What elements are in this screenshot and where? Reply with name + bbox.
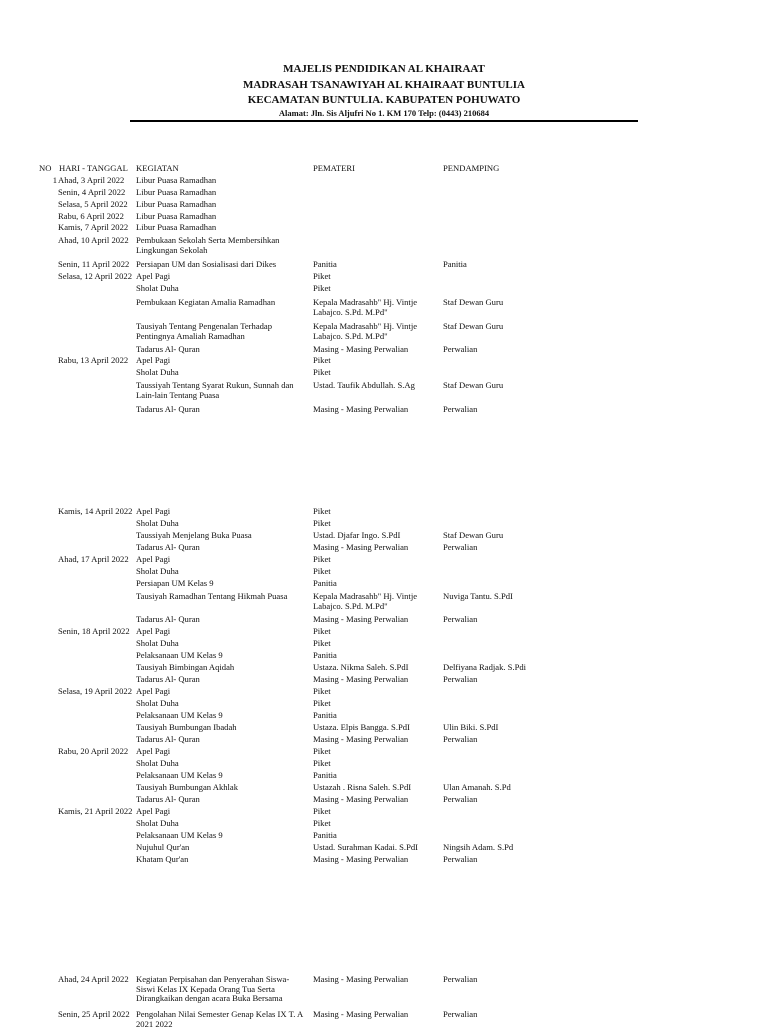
row-companion: Perwalian xyxy=(443,1009,478,1019)
row-activity: Sholat Duha xyxy=(136,698,179,708)
row-speaker: Panitia xyxy=(313,710,337,720)
row-day: Rabu, 13 April 2022 xyxy=(58,355,129,365)
row-companion: Perwalian xyxy=(443,674,478,684)
row-day: Rabu, 20 April 2022 xyxy=(58,746,129,756)
row-day: Senin, 18 April 2022 xyxy=(58,626,130,636)
row-number: 1 xyxy=(52,175,57,185)
row-activity: Sholat Duha xyxy=(136,518,179,528)
row-speaker: Piket xyxy=(313,626,331,636)
row-activity: Sholat Duha xyxy=(136,758,179,768)
school-location: KECAMATAN BUNTULIA. KABUPATEN POHUWATO xyxy=(247,94,521,106)
row-speaker: Piket xyxy=(313,554,331,564)
row-activity: Apel Pagi xyxy=(136,554,171,564)
row-day: Selasa, 12 April 2022 xyxy=(58,271,132,281)
row-day: Selasa, 19 April 2022 xyxy=(58,686,132,696)
row-activity: Taussiyah Tentang Syarat Rukun, Sunnah dan Lain-lain Tentang Puasa xyxy=(136,380,294,400)
row-speaker: Panitia xyxy=(313,259,337,269)
row-activity: Tadarus Al- Quran xyxy=(136,734,200,744)
row-speaker: Ustad. Taufik Abdullah. S.Ag xyxy=(313,380,415,390)
row-speaker: Piket xyxy=(313,367,331,377)
row-companion: Perwalian xyxy=(443,344,478,354)
row-activity: Apel Pagi xyxy=(136,271,171,281)
row-speaker: Piket xyxy=(313,818,331,828)
row-activity: Tausiyah Tentang Pengenalan Terhadap Pentingnya Amaliah Ramadhan xyxy=(136,321,273,341)
row-activity: Pembukaan Kegiatan Amalia Ramadhan xyxy=(136,297,276,307)
row-activity: Pengolahan Nilai Semester Genap Kelas IX T. A 2021 2022 xyxy=(136,1009,303,1029)
row-activity: Sholat Duha xyxy=(136,638,179,648)
row-companion: Ningsih Adam. S.Pd xyxy=(443,842,514,852)
row-activity: Apel Pagi xyxy=(136,806,171,816)
row-day: Rabu, 6 April 2022 xyxy=(58,211,124,221)
row-speaker: Ustaza. Elpis Bangga. S.PdI xyxy=(313,722,410,732)
row-companion: Delfiyana Radjak. S.Pdi xyxy=(443,662,527,672)
row-activity: Libur Puasa Ramadhan xyxy=(136,211,217,221)
row-day: Ahad, 24 April 2022 xyxy=(58,974,129,984)
row-day: Ahad, 10 April 2022 xyxy=(58,235,129,245)
row-speaker: Ustazah . Risna Saleh. S.PdI xyxy=(313,782,412,792)
header-speaker: PEMATERI xyxy=(313,163,356,173)
row-activity: Pelaksanaan UM Kelas 9 xyxy=(136,770,223,780)
row-companion: Perwalian xyxy=(443,404,478,414)
row-speaker: Masing - Masing Perwalian xyxy=(313,344,409,354)
row-day: Ahad, 17 April 2022 xyxy=(58,554,129,564)
row-activity: Apel Pagi xyxy=(136,506,171,516)
row-speaker: Piket xyxy=(313,518,331,528)
row-activity: Tadarus Al- Quran xyxy=(136,404,200,414)
row-speaker: Panitia xyxy=(313,578,337,588)
row-activity: Kegiatan Perpisahan dan Penyerahan Siswa-Siswi Kelas IX Kepada Orang Tua Serta Dirangkaikan dengan acara Buka Bersama xyxy=(136,974,290,1003)
row-activity: Tadarus Al- Quran xyxy=(136,542,200,552)
header-companion: PENDAMPING xyxy=(443,163,500,173)
row-activity: Apel Pagi xyxy=(136,626,171,636)
row-speaker: Piket xyxy=(313,271,331,281)
row-speaker: Masing - Masing Perwalian xyxy=(313,734,409,744)
row-day: Kamis, 21 April 2022 xyxy=(58,806,133,816)
row-speaker: Ustaza. Nikma Saleh. S.PdI xyxy=(313,662,409,672)
row-activity: Sholat Duha xyxy=(136,367,179,377)
row-speaker: Masing - Masing Perwalian xyxy=(313,794,409,804)
row-activity: Sholat Duha xyxy=(136,818,179,828)
row-day: Kamis, 14 April 2022 xyxy=(58,506,133,516)
row-speaker: Kepala Madrasahb" Hj. Vintje Labajco. S.Pd. M.Pd" xyxy=(313,591,418,611)
row-companion: Perwalian xyxy=(443,974,478,984)
row-activity: Nujuhul Qur'an xyxy=(136,842,190,852)
foundation-name: MAJELIS PENDIDIKAN AL KHAIRAAT xyxy=(283,63,485,75)
row-speaker: Masing - Masing Perwalian xyxy=(313,614,409,624)
row-activity: Libur Puasa Ramadhan xyxy=(136,187,217,197)
row-activity: Tausiyah Bumbungan Ibadah xyxy=(136,722,237,732)
row-speaker: Piket xyxy=(313,806,331,816)
header-day: HARI - TANGGAL xyxy=(59,163,128,173)
row-speaker: Masing - Masing Perwalian xyxy=(313,974,409,984)
row-speaker: Masing - Masing Perwalian xyxy=(313,854,409,864)
row-activity: Tadarus Al- Quran xyxy=(136,614,200,624)
row-speaker: Piket xyxy=(313,566,331,576)
row-activity: Pelaksanaan UM Kelas 9 xyxy=(136,830,223,840)
header-no: NO xyxy=(39,163,52,173)
row-speaker: Piket xyxy=(313,698,331,708)
row-day: Senin, 25 April 2022 xyxy=(58,1009,130,1019)
row-activity: Libur Puasa Ramadhan xyxy=(136,175,217,185)
row-speaker: Masing - Masing Perwalian xyxy=(313,404,409,414)
row-companion: Staf Dewan Guru xyxy=(443,380,504,390)
row-speaker: Panitia xyxy=(313,770,337,780)
school-address: Alamat: Jln. Sis Aljufri No 1. KM 170 Telp: (0443) 210684 xyxy=(278,108,490,118)
row-activity: Tausiyah Ramadhan Tentang Hikmah Puasa xyxy=(136,591,288,601)
row-speaker: Masing - Masing Perwalian xyxy=(313,1009,409,1019)
row-activity: Apel Pagi xyxy=(136,355,171,365)
row-activity: Persiapan UM Kelas 9 xyxy=(136,578,214,588)
row-day: Kamis, 7 April 2022 xyxy=(58,222,129,232)
row-speaker: Kepala Madrasahb" Hj. Vintje Labajco. S.Pd. M.Pd" xyxy=(313,321,418,341)
row-day: Senin, 4 April 2022 xyxy=(58,187,126,197)
row-activity: Tausiyah Bumbungan Akhlak xyxy=(136,782,239,792)
row-day: Selasa, 5 April 2022 xyxy=(58,199,128,209)
row-speaker: Piket xyxy=(313,283,331,293)
row-activity: Pelaksanaan UM Kelas 9 xyxy=(136,710,223,720)
row-activity: Tausiyah Bimbingan Aqidah xyxy=(136,662,235,672)
row-companion: Perwalian xyxy=(443,542,478,552)
row-activity: Khatam Qur'an xyxy=(136,854,189,864)
row-activity: Libur Puasa Ramadhan xyxy=(136,222,217,232)
letterhead-divider xyxy=(130,120,638,122)
row-companion: Staf Dewan Guru xyxy=(443,297,504,307)
row-activity: Taussiyah Menjelang Buka Puasa xyxy=(136,530,252,540)
row-activity: Tadarus Al- Quran xyxy=(136,344,200,354)
row-speaker: Piket xyxy=(313,638,331,648)
row-companion: Ulin Biki. S.PdI xyxy=(443,722,499,732)
row-activity: Pembukaan Sekolah Serta Membersihkan Lingkungan Sekolah xyxy=(136,235,280,255)
row-speaker: Masing - Masing Perwalian xyxy=(313,542,409,552)
row-activity: Pelaksanaan UM Kelas 9 xyxy=(136,650,223,660)
row-speaker: Piket xyxy=(313,746,331,756)
row-companion: Staf Dewan Guru xyxy=(443,530,504,540)
row-speaker: Panitia xyxy=(313,650,337,660)
row-speaker: Kepala Madrasahb" Hj. Vintje Labajco. S.Pd. M.Pd" xyxy=(313,297,418,317)
row-speaker: Piket xyxy=(313,355,331,365)
row-activity: Tadarus Al- Quran xyxy=(136,794,200,804)
row-activity: Persiapan UM dan Sosialisasi dari Dikes xyxy=(136,259,277,269)
row-speaker: Masing - Masing Perwalian xyxy=(313,674,409,684)
row-companion: Nuviga Tantu. S.PdI xyxy=(443,591,513,601)
row-companion: Perwalian xyxy=(443,794,478,804)
row-speaker: Piket xyxy=(313,506,331,516)
row-speaker: Ustad. Djafar Ingo. S.PdI xyxy=(313,530,401,540)
row-activity: Libur Puasa Ramadhan xyxy=(136,199,217,209)
header-activity: KEGIATAN xyxy=(136,163,179,173)
school-name: MADRASAH TSANAWIYAH AL KHAIRAAT BUNTULIA xyxy=(243,79,525,91)
row-companion: Panitia xyxy=(443,259,467,269)
row-day: Senin, 11 April 2022 xyxy=(58,259,130,269)
row-companion: Perwalian xyxy=(443,734,478,744)
row-activity: Sholat Duha xyxy=(136,566,179,576)
row-activity: Apel Pagi xyxy=(136,746,171,756)
row-companion: Perwalian xyxy=(443,854,478,864)
row-speaker: Piket xyxy=(313,758,331,768)
row-day: Ahad, 3 April 2022 xyxy=(58,175,125,185)
row-speaker: Piket xyxy=(313,686,331,696)
row-companion: Ulan Amanah. S.Pd xyxy=(443,782,511,792)
row-companion: Perwalian xyxy=(443,614,478,624)
row-speaker: Panitia xyxy=(313,830,337,840)
row-activity: Tadarus Al- Quran xyxy=(136,674,200,684)
row-activity: Sholat Duha xyxy=(136,283,179,293)
row-companion: Staf Dewan Guru xyxy=(443,321,504,331)
row-speaker: Ustad. Surahman Kadai. S.PdI xyxy=(313,842,419,852)
row-activity: Apel Pagi xyxy=(136,686,171,696)
